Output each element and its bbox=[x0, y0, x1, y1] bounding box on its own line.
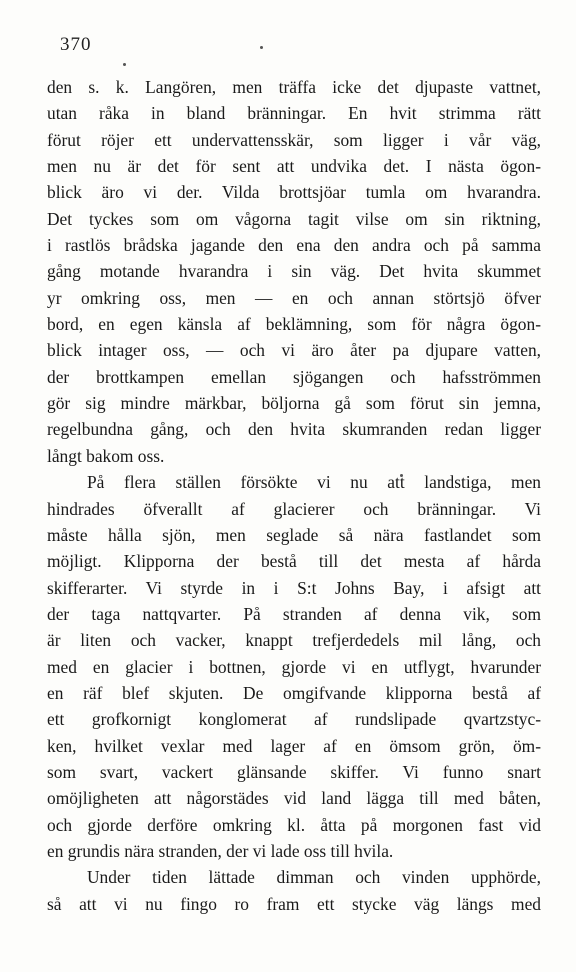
text-line: omöjligheten att någorstädes vid land lägga till med båten, bbox=[47, 788, 541, 809]
text-line: är liten och vacker, knappt trefjerdedels mil lång, och bbox=[47, 630, 541, 651]
text-line: i rastlös brådska jagande den ena den andra och på samma bbox=[47, 235, 541, 256]
text-line: måste hålla sjön, men seglade så nära fastlandet som bbox=[47, 524, 541, 545]
text-line: blick intager oss, — och vi äro åter pa djupare vatten, bbox=[47, 340, 541, 361]
text-line: med en glacier i bottnen, gjorde vi en utflygt, hvarunder bbox=[47, 656, 541, 677]
page-number: 370 bbox=[60, 34, 92, 55]
text-line: ett grofkornigt konglomerat af rundslipade qvartzstyc- bbox=[47, 709, 541, 730]
text-line: der brottkampen emellan sjögangen och hafsströmmen bbox=[47, 366, 541, 387]
text-line: den s. k. Langören, men träffa icke det djupaste vattnet, bbox=[47, 77, 541, 97]
text-line: en räf blef skjuten. De omgifvande klipporna bestå af bbox=[47, 682, 541, 703]
text-line: Det tyckes som om vågorna tagit vilse om sin riktning, bbox=[47, 208, 541, 229]
body-text bbox=[47, 74, 541, 917]
text-line: Under tiden lättade dimman och vinden upphörde, bbox=[87, 867, 541, 888]
text-line: skifferarter. Vi styrde in i S:t Johns Bay, i afsigt att bbox=[47, 577, 541, 598]
text-line: långt bakom oss. bbox=[47, 445, 165, 466]
text-line: förut röjer ett undervattensskär, som ligger i vår väg, bbox=[47, 129, 541, 150]
text-line: utan råka in bland bränningar. En hvit strimma rätt bbox=[47, 103, 541, 124]
text-line: der taga nattqvarter. På stranden af denna vik, som bbox=[47, 603, 541, 624]
text-line: hindrades öfverallt af glacierer och bränningar. Vi bbox=[47, 498, 541, 519]
text-line: så att vi nu fingo ro fram ett stycke väg längs med bbox=[47, 893, 541, 914]
text-line: regelbundna gång, och den hvita skumranden redan ligger bbox=[47, 419, 541, 440]
text-line: gör sig mindre märkbar, böljorna gå som förut sin jemna, bbox=[47, 393, 541, 414]
text-line: en grundis nära stranden, der vi lade oss till hvila. bbox=[47, 840, 394, 861]
text-line: men nu är det för sent att undvika det. I nästa ögon- bbox=[47, 156, 541, 177]
text-line: ken, hvilket vexlar med lager af en ömsom grön, öm- bbox=[47, 735, 541, 756]
text-line: blick äro vi der. Vilda brottsjöar tumla om hvarandra. bbox=[47, 182, 541, 203]
ink-speck bbox=[260, 46, 263, 49]
ink-speck bbox=[123, 63, 126, 66]
text-line: bord, en egen känsla af beklämning, som för några ögon- bbox=[47, 314, 541, 335]
text-line: och gjorde derföre omkring kl. åtta på morgonen fast vid bbox=[47, 814, 541, 835]
text-line: yr omkring oss, men — en och annan störtsjö öfver bbox=[47, 287, 541, 308]
text-line: möjligt. Klipporna der bestå till det mesta af hårda bbox=[47, 551, 541, 572]
text-line: som svart, vackert glänsande skiffer. Vi funno snart bbox=[47, 761, 541, 782]
text-line: gång motande hvarandra i sin väg. Det hvita skummet bbox=[47, 261, 541, 282]
text-line: På flera ställen försökte vi nu att landstiga, men bbox=[87, 472, 541, 493]
